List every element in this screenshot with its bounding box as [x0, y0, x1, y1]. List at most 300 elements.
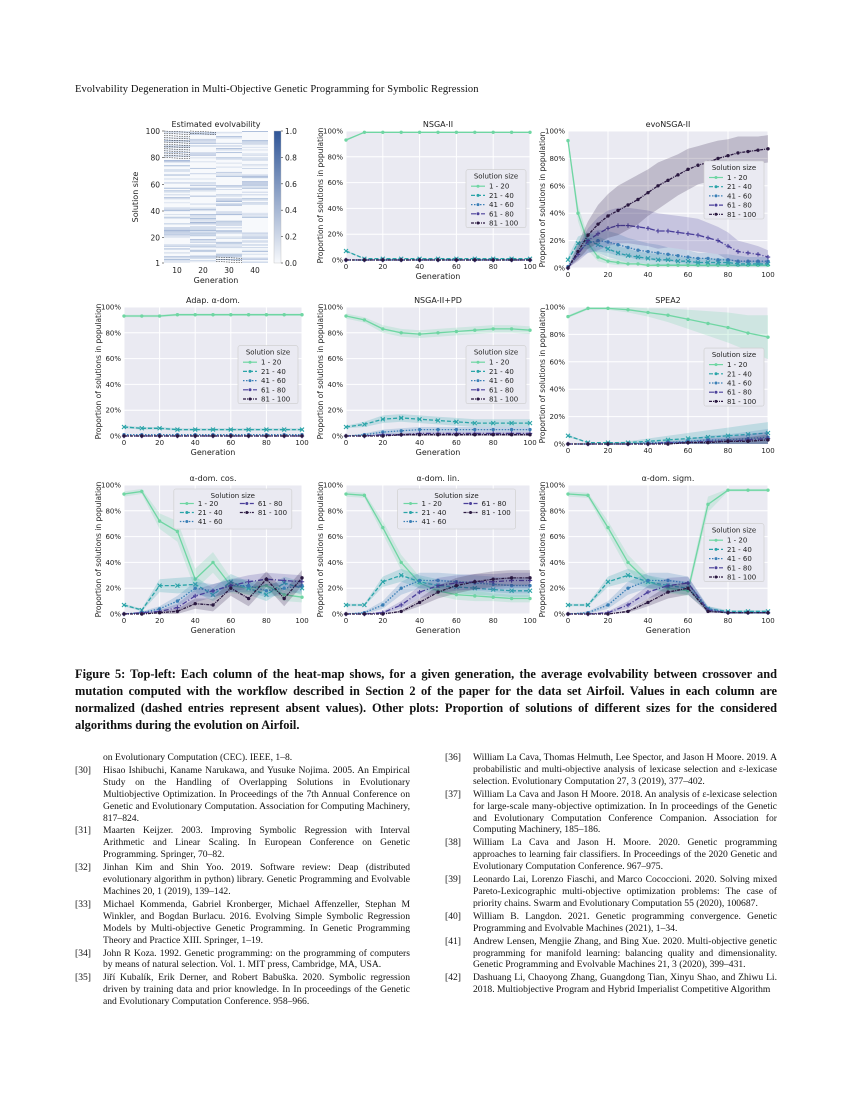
- heatmap-cell: [190, 223, 216, 224]
- legend-label: 81 - 100: [727, 397, 757, 406]
- x-tick-label: 60: [451, 263, 461, 271]
- data-point: [636, 248, 639, 251]
- heatmap-cell: [242, 202, 268, 203]
- heatmap-cell: [190, 196, 216, 197]
- heatmap-y-tick: 60: [150, 180, 160, 190]
- heatmap-cell: [190, 161, 216, 162]
- legend-label: 1 - 20: [261, 358, 282, 367]
- heatmap-cell: [216, 196, 242, 197]
- data-point: [666, 590, 669, 593]
- heatmap-cell: [190, 179, 216, 180]
- reference-number: [37]: [445, 788, 461, 800]
- colorbar-tick-label: 1.0: [285, 127, 297, 136]
- heatmap-cell: [216, 225, 242, 226]
- data-point: [766, 438, 769, 441]
- legend-label: 21 - 40: [261, 367, 286, 376]
- heatmap-y-label: Solution size: [131, 171, 140, 223]
- data-point: [436, 590, 439, 593]
- data-point: [473, 258, 476, 261]
- x-axis-label: Generation: [415, 448, 461, 457]
- heatmap-cell: [190, 255, 216, 256]
- reference-text: Hisao Ishibuchi, Kaname Narukawa, and Yusuke Nojima. 2005. An Empirical Study on the Handling of Overlapping Solutions in Evolutionary Multiobjective Optimization. In Proceedings of the 7th Annual Conference on Genetic and Evolutionary Computation. Association for Computing Machinery, 817–824.: [103, 764, 410, 824]
- reference-entry: [75, 899, 410, 947]
- heatmap-cell: [164, 165, 190, 166]
- legend-label: 41 - 60: [727, 379, 752, 388]
- reference-number: [41]: [445, 935, 461, 947]
- reference-text: Andrew Lensen, Mengjie Zhang, and Bing Xue. 2020. Multi-objective genetic programming for manifold learning: balancing quality and dimensionality. Genetic Programming and Evolvable Machines 21, 3 (2020), 399–431.: [473, 935, 777, 971]
- y-tick-label: 0%: [331, 432, 343, 441]
- data-point: [636, 198, 639, 201]
- data-point: [596, 222, 599, 225]
- data-point: [229, 313, 232, 316]
- heatmap-cell: [242, 258, 268, 259]
- data-point: [596, 255, 599, 258]
- heatmap-cell: [190, 227, 216, 228]
- data-point: [656, 184, 659, 187]
- heatmap-cell: [190, 219, 216, 220]
- legend-label: 21 - 40: [489, 191, 514, 200]
- data-point: [122, 612, 125, 615]
- legend-label: 81 - 100: [489, 395, 519, 404]
- legend-marker: [715, 566, 718, 569]
- heatmap-cell: [190, 242, 216, 243]
- heatmap-cell: [190, 140, 216, 141]
- heatmap-y-tick: 20: [150, 233, 160, 243]
- heatmap-cell: [242, 160, 268, 161]
- x-tick-label: 0: [343, 439, 349, 447]
- reference-text: Dashuang Li, Chaoyong Zhang, Guangdong Tian, Xinyu Shao, and Zhiwu Li. 2018. Multiobjective Program and Hybrid Imperialist Competitive Algorithm: [473, 972, 777, 996]
- heatmap-cell: [216, 201, 242, 202]
- heatmap-cell: [242, 254, 268, 255]
- legend-label: 41 - 60: [727, 192, 752, 201]
- data-point: [436, 331, 439, 334]
- data-point: [400, 610, 403, 613]
- y-tick-label: 80%: [549, 330, 565, 339]
- heatmap-cell: [216, 152, 242, 153]
- legend-marker: [715, 548, 718, 551]
- legend-label: 21 - 40: [421, 509, 447, 517]
- legend-marker: [477, 185, 480, 188]
- legend-label: 21 - 40: [727, 370, 752, 379]
- heatmap-cell: [242, 168, 268, 169]
- legend-label: 41 - 60: [197, 518, 223, 526]
- y-tick-label: 40%: [549, 209, 565, 218]
- legend-label: 21 - 40: [489, 367, 514, 376]
- heatmap-cell: [190, 215, 216, 216]
- data-point: [626, 610, 629, 613]
- y-tick-label: 100%: [322, 303, 343, 312]
- legend-marker: [715, 176, 718, 179]
- legend-marker: [477, 388, 480, 391]
- data-point: [122, 434, 125, 437]
- heatmap-cell: [216, 173, 242, 174]
- y-tick-label: 20%: [327, 584, 343, 593]
- data-point: [194, 313, 197, 316]
- data-point: [436, 258, 439, 261]
- data-point: [606, 442, 609, 445]
- x-tick-label: 60: [451, 617, 461, 625]
- heatmap-cell: [190, 152, 216, 153]
- data-point: [400, 258, 403, 261]
- data-point: [381, 131, 384, 134]
- data-point: [746, 488, 749, 491]
- data-point: [418, 579, 421, 582]
- heatmap-cell: [164, 160, 190, 161]
- legend-marker: [715, 372, 718, 375]
- y-tick-label: 100%: [544, 481, 565, 490]
- data-point: [606, 526, 609, 529]
- data-point: [566, 315, 569, 318]
- heatmap-cell: [190, 146, 216, 147]
- x-tick-label: 0: [121, 617, 127, 625]
- x-tick-label: 40: [190, 617, 200, 625]
- heatmap-cell: [242, 237, 268, 238]
- data-point: [158, 611, 161, 614]
- data-point: [229, 434, 232, 437]
- reference-number: [31]: [75, 825, 91, 837]
- heatmap-cell: [216, 212, 242, 213]
- heatmap-cell: [216, 194, 242, 195]
- heatmap-cell: [216, 175, 242, 176]
- data-point: [626, 203, 629, 206]
- data-point: [586, 612, 589, 615]
- legend-label: 1 - 20: [489, 182, 510, 191]
- data-point: [616, 261, 619, 264]
- heatmap-cell: [216, 143, 242, 144]
- data-point: [626, 262, 629, 265]
- legend-marker: [249, 398, 252, 401]
- heatmap-cell: [164, 233, 190, 234]
- data-point: [418, 601, 421, 604]
- heatmap-cell: [242, 215, 268, 216]
- data-point: [716, 157, 719, 160]
- data-point: [381, 434, 384, 437]
- data-point: [646, 601, 649, 604]
- data-point: [606, 603, 609, 606]
- x-tick-label: 40: [190, 439, 200, 447]
- y-tick-label: 100%: [544, 127, 565, 136]
- heatmap-y-tick: 80: [150, 153, 160, 163]
- legend-title: Solution size: [473, 348, 519, 357]
- data-point: [265, 434, 268, 437]
- heatmap-cell: [216, 214, 242, 215]
- x-axis-label: Generation: [415, 626, 461, 635]
- data-point: [706, 503, 709, 506]
- data-point: [265, 577, 268, 580]
- data-point: [528, 576, 531, 579]
- heatmap-cell: [190, 143, 216, 144]
- legend-marker: [469, 502, 472, 505]
- heatmap-cell: [164, 149, 190, 150]
- legend-label: 81 - 100: [257, 509, 288, 517]
- heatmap-cell: [190, 230, 216, 231]
- heatmap-cell: [190, 185, 216, 186]
- heatmap-cell: [190, 222, 216, 223]
- data-point: [528, 428, 531, 431]
- data-point: [363, 131, 366, 134]
- heatmap-cell: [164, 258, 190, 259]
- data-point: [766, 335, 769, 338]
- data-point: [363, 612, 366, 615]
- heatmap-cell: [190, 239, 216, 240]
- heatmap-cell: [164, 230, 190, 231]
- chart-nsga2pd: [314, 292, 542, 468]
- y-tick-label: 80%: [327, 153, 343, 162]
- reference-text: Jiří Kubalík, Erik Derner, and Robert Babuška. 2020. Symbolic regression driven by training data and prior knowledge. In In proceedings of the Genetic and Evolutionary Computation Conference. 958–966.: [103, 972, 410, 1008]
- legend-marker: [715, 576, 718, 579]
- data-point: [247, 313, 250, 316]
- x-tick-label: 0: [565, 447, 571, 455]
- y-tick-label: 20%: [105, 406, 121, 415]
- reference-entry: [445, 972, 777, 996]
- chart-title: α-dom. lin.: [416, 474, 460, 483]
- data-point: [381, 526, 384, 529]
- heatmap-cell: [242, 234, 268, 235]
- data-point: [140, 612, 143, 615]
- x-tick-label: 80: [723, 617, 733, 625]
- data-point: [363, 318, 366, 321]
- x-tick-label: 0: [121, 439, 127, 447]
- legend-marker: [715, 557, 718, 560]
- heatmap-cell: [164, 175, 190, 176]
- y-tick-label: 60%: [105, 355, 121, 364]
- heatmap-x-tick: 40: [250, 266, 260, 275]
- data-point: [176, 434, 179, 437]
- y-tick-label: 0%: [553, 610, 565, 619]
- heatmap-y-tick: 1: [155, 259, 160, 268]
- legend-label: 21 - 40: [727, 545, 752, 554]
- y-tick-label: 0%: [553, 264, 565, 273]
- heatmap-cell: [242, 214, 268, 215]
- x-tick-label: 60: [226, 617, 236, 625]
- heatmap-cell: [164, 179, 190, 180]
- data-point: [686, 255, 689, 258]
- heatmap-cell: [190, 218, 216, 219]
- heatmap-cell: [216, 222, 242, 223]
- x-tick-label: 80: [723, 447, 733, 455]
- chart-evonsga2: [540, 116, 780, 292]
- heatmap-cell: [216, 238, 242, 239]
- heatmap-cell: [190, 233, 216, 234]
- data-point: [528, 258, 531, 261]
- x-axis-label: Generation: [190, 448, 236, 457]
- data-point: [566, 612, 569, 615]
- legend-title: Solution size: [434, 492, 479, 500]
- data-point: [626, 587, 629, 590]
- data-point: [510, 327, 513, 330]
- data-point: [492, 131, 495, 134]
- data-point: [726, 611, 729, 614]
- legend-marker: [249, 370, 252, 373]
- legend: [238, 346, 298, 404]
- legend-label: 81 - 100: [727, 210, 757, 219]
- data-point: [492, 428, 495, 431]
- legend: [704, 524, 764, 582]
- data-point: [473, 131, 476, 134]
- heatmap-cell: [190, 210, 216, 211]
- data-point: [418, 258, 421, 261]
- heatmap-cell: [164, 246, 190, 247]
- reference-entry: [445, 911, 777, 935]
- chart-nsga2: [314, 116, 542, 292]
- heatmap-cell: [190, 256, 216, 257]
- data-point: [676, 173, 679, 176]
- legend-marker: [409, 502, 412, 505]
- heatmap-cell: [164, 161, 190, 162]
- data-point: [247, 597, 250, 600]
- heatmap-cell: [190, 142, 216, 143]
- x-tick-label: 100: [523, 439, 537, 447]
- data-point: [211, 313, 214, 316]
- data-point: [746, 611, 749, 614]
- data-point: [576, 250, 579, 253]
- heatmap-y-tick: 100: [145, 127, 160, 136]
- heatmap-cell: [216, 138, 242, 139]
- heatmap-cell: [164, 169, 190, 170]
- heatmap-cell: [164, 208, 190, 209]
- data-point: [510, 258, 513, 261]
- heatmap-cell: [190, 155, 216, 156]
- legend-title: Solution size: [711, 164, 757, 172]
- reference-entry: [75, 862, 410, 898]
- heatmap-cell: [216, 198, 242, 199]
- data-point: [283, 597, 286, 600]
- y-tick-label: 100%: [322, 481, 343, 490]
- y-axis-label: Proportion of solutions in population: [538, 481, 547, 618]
- data-point: [666, 314, 669, 317]
- heatmap-cell: [242, 204, 268, 205]
- data-point: [706, 322, 709, 325]
- data-point: [492, 327, 495, 330]
- data-point: [381, 603, 384, 606]
- data-point: [158, 519, 161, 522]
- data-point: [492, 596, 495, 599]
- heatmap-cell: [164, 252, 190, 253]
- data-point: [706, 610, 709, 613]
- reference-number: [38]: [445, 837, 461, 849]
- legend: [704, 161, 764, 219]
- heatmap-cell: [190, 204, 216, 205]
- y-tick-label: 0%: [553, 440, 565, 449]
- data-point: [455, 433, 458, 436]
- data-point: [194, 434, 197, 437]
- legend-marker: [477, 222, 480, 225]
- y-tick-label: 40%: [327, 380, 343, 389]
- legend-label: 1 - 20: [489, 358, 510, 367]
- heatmap-cell: [242, 188, 268, 189]
- heatmap-cell: [164, 202, 190, 203]
- data-point: [606, 612, 609, 615]
- data-point: [626, 442, 629, 445]
- heatmap-cell: [242, 176, 268, 177]
- data-point: [746, 440, 749, 443]
- heatmap-cell: [242, 153, 268, 154]
- legend-label: 81 - 100: [727, 573, 757, 582]
- reference-text: William La Cava and Jason H. Moore. 2020. Genetic programming approaches to learning fair classifiers. In Proceedings of the 2020 Genetic and Evolutionary Computation Conference. 967–975.: [473, 837, 777, 873]
- y-tick-label: 20%: [549, 584, 565, 593]
- legend: [704, 348, 764, 406]
- reference-text: Maarten Keijzer. 2003. Improving Symbolic Regression with Interval Arithmetic and Linear Scaling. In European Conference on Genetic Programming. Springer, 70–82.: [103, 825, 410, 861]
- legend-label: 21 - 40: [727, 183, 752, 192]
- y-tick-label: 80%: [105, 507, 121, 516]
- colorbar-tick-label: 0.6: [285, 179, 297, 189]
- y-axis-label: Proportion of solutions in population: [94, 303, 103, 440]
- x-tick-label: 100: [761, 447, 775, 455]
- reference-entry: [75, 825, 410, 861]
- heatmap-cell: [216, 231, 242, 232]
- x-tick-label: 60: [683, 617, 693, 625]
- data-point: [455, 584, 458, 587]
- data-point: [283, 313, 286, 316]
- reference-entry: [445, 874, 777, 910]
- legend-marker: [185, 520, 188, 523]
- heatmap-cell: [242, 175, 268, 176]
- y-tick-label: 60%: [549, 182, 565, 191]
- legend-marker: [185, 502, 188, 505]
- data-point: [363, 434, 366, 437]
- data-point: [344, 138, 347, 141]
- heatmap-cell: [242, 147, 268, 148]
- data-point: [686, 318, 689, 321]
- data-point: [473, 433, 476, 436]
- x-tick-label: 100: [523, 263, 537, 271]
- heatmap-cell: [242, 251, 268, 252]
- colorbar-tick-label: 0.4: [285, 206, 297, 216]
- heatmap-cell: [242, 155, 268, 156]
- legend-marker: [477, 370, 480, 373]
- heatmap-x-tick: 20: [198, 266, 208, 275]
- data-point: [666, 179, 669, 182]
- legend-marker: [245, 511, 248, 514]
- heatmap-cell: [190, 132, 216, 133]
- chart-title: NSGA-II+PD: [414, 296, 462, 305]
- data-point: [706, 257, 709, 260]
- y-tick-label: 80%: [327, 507, 343, 516]
- data-point: [344, 258, 347, 261]
- x-tick-label: 100: [295, 439, 309, 447]
- data-point: [229, 587, 232, 590]
- legend-marker: [249, 361, 252, 364]
- x-tick-label: 100: [295, 617, 309, 625]
- reference-text: William La Cava and Jason H Moore. 2018. An analysis of ε-lexicase selection for large-scale many-objective optimization. In In proceedings of the Genetic and Evolutionary Computation Conference Companion. Association for Computing Machinery, 185–186.: [473, 788, 777, 836]
- heatmap-y-tick: 40: [150, 207, 160, 216]
- legend-marker: [185, 511, 188, 514]
- reference-number: [40]: [445, 910, 461, 922]
- x-tick-label: 40: [643, 271, 653, 279]
- y-tick-label: 0%: [331, 256, 343, 265]
- data-point: [140, 314, 143, 317]
- heatmap-cell: [164, 259, 190, 260]
- heatmap-cell: [216, 136, 242, 137]
- legend-label: 81 - 100: [489, 219, 519, 228]
- x-tick-label: 20: [378, 439, 388, 447]
- x-tick-label: 60: [451, 439, 461, 447]
- data-point: [247, 434, 250, 437]
- data-point: [626, 308, 629, 311]
- heatmap-cell: [242, 143, 268, 144]
- x-tick-label: 80: [723, 271, 733, 279]
- heatmap-cell: [190, 182, 216, 183]
- data-point: [344, 492, 347, 495]
- legend-marker: [715, 204, 718, 207]
- data-point: [400, 331, 403, 334]
- heatmap-cell: [164, 156, 190, 157]
- legend-title: Solution size: [210, 492, 256, 500]
- legend-label: 1 - 20: [421, 500, 442, 508]
- legend-marker: [477, 379, 480, 382]
- reference-number: [33]: [75, 898, 91, 910]
- heatmap-cell: [190, 258, 216, 259]
